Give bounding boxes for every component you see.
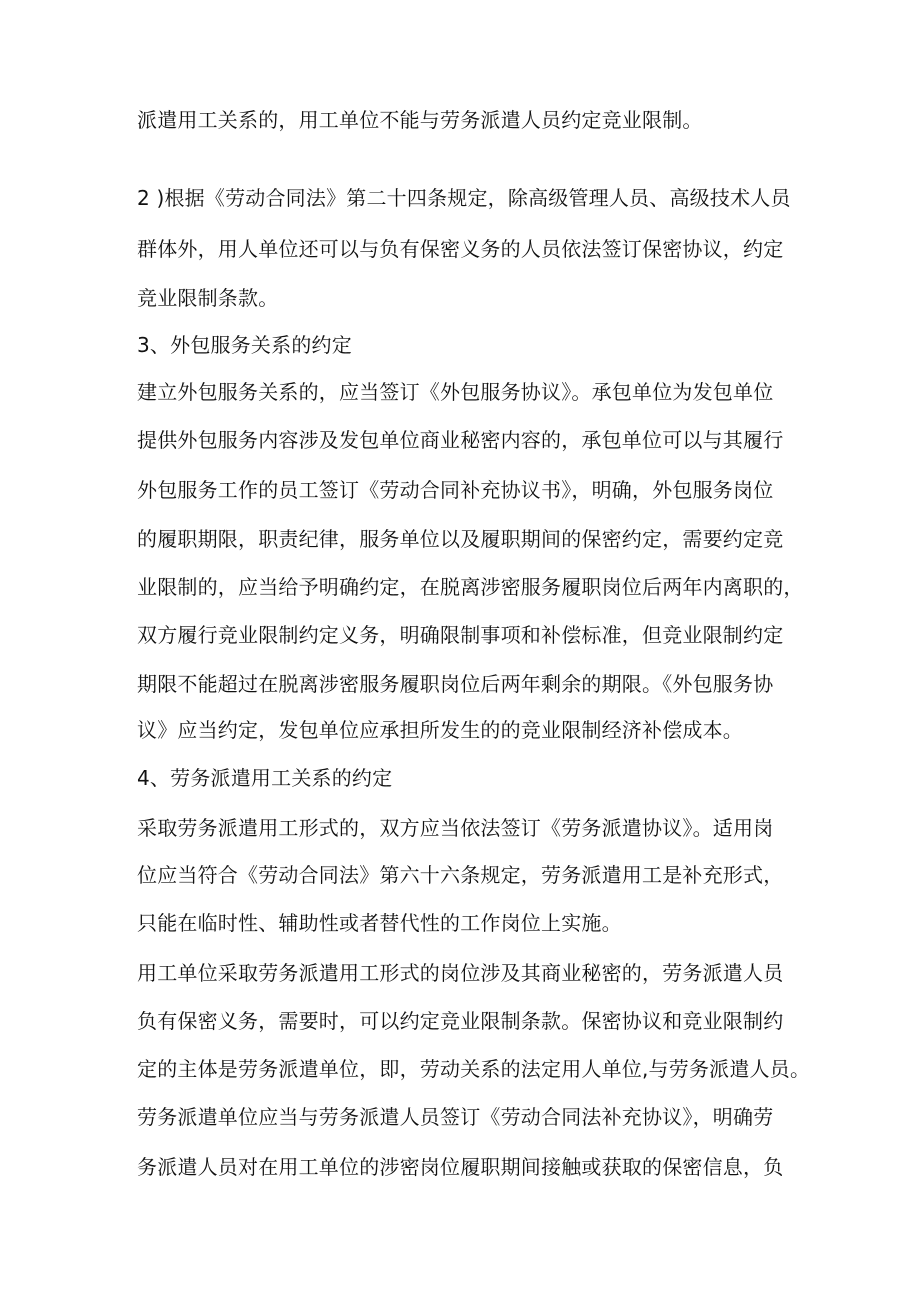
paragraph-line: 劳务派遣单位应当与劳务派遣人员签订《劳动合同法补充协议》，明确劳 bbox=[137, 1105, 774, 1129]
paragraph-line: 位应当符合《劳动合同法》第六十六条规定，劳务派遣用工是补充形式， bbox=[137, 863, 784, 887]
paragraph-line: 的履职期限，职责纪律，服务单位以及履职期间的保密约定，需要约定竞 bbox=[137, 527, 784, 551]
section-heading: 4、劳务派遣用工关系的约定 bbox=[137, 766, 393, 790]
paragraph-line: 竞业限制条款。 bbox=[137, 286, 279, 310]
paragraph-line: 外包服务工作的员工签订《劳动合同补充协议书》，明确，外包服务岗位 bbox=[137, 478, 774, 502]
paragraph-line: 期限不能超过在脱离涉密服务履职岗位后两年剩余的期限。《外包服务协 bbox=[137, 672, 774, 696]
paragraph-line: 负有保密义务，需要时，可以约定竞业限制条款。保密协议和竞业限制约 bbox=[137, 1009, 784, 1033]
paragraph-line: 建立外包服务关系的，应当签订《外包服务协议》。承包单位为发包单位 bbox=[137, 380, 774, 404]
paragraph-line: 群体外，用人单位还可以与负有保密义务的人员依法签订保密协议，约定 bbox=[137, 237, 784, 261]
section-heading: 3、外包服务关系的约定 bbox=[137, 333, 352, 357]
paragraph-line: 业限制的，应当给予明确约定，在脱离涉密服务履职岗位后两年内离职的， bbox=[137, 575, 804, 599]
paragraph-line: 议》应当约定，发包单位应承担所发生的的竞业限制经济补偿成本。 bbox=[137, 718, 743, 742]
paragraph-line: 用工单位采取劳务派遣用工形式的岗位涉及其商业秘密的，劳务派遣人员 bbox=[137, 961, 784, 985]
paragraph-line: 定的主体是劳务派遣单位，即，劳动关系的法定用人单位,与劳务派遣人员。 bbox=[137, 1057, 811, 1081]
paragraph-line: 采取劳务派遣用工形式的，双方应当依法签订《劳务派遣协议》。适用岗 bbox=[137, 816, 774, 840]
paragraph-line: 提供外包服务内容涉及发包单位商业秘密内容的，承包单位可以与其履行 bbox=[137, 428, 784, 452]
paragraph-line: 2 )根据《劳动合同法》第二十四条规定，除高级管理人员、高级技术人员 bbox=[137, 186, 791, 210]
paragraph-line: 派遣用工关系的，用工单位不能与劳务派遣人员约定竞业限制。 bbox=[137, 108, 703, 132]
paragraph-line: 双方履行竞业限制约定义务，明确限制事项和补偿标准，但竞业限制约定 bbox=[137, 623, 784, 647]
paragraph-line: 只能在临时性、辅助性或者替代性的工作岗位上实施。 bbox=[137, 911, 622, 935]
paragraph-line: 务派遣人员对在用工单位的涉密岗位履职期间接触或获取的保密信息，负 bbox=[137, 1155, 784, 1179]
